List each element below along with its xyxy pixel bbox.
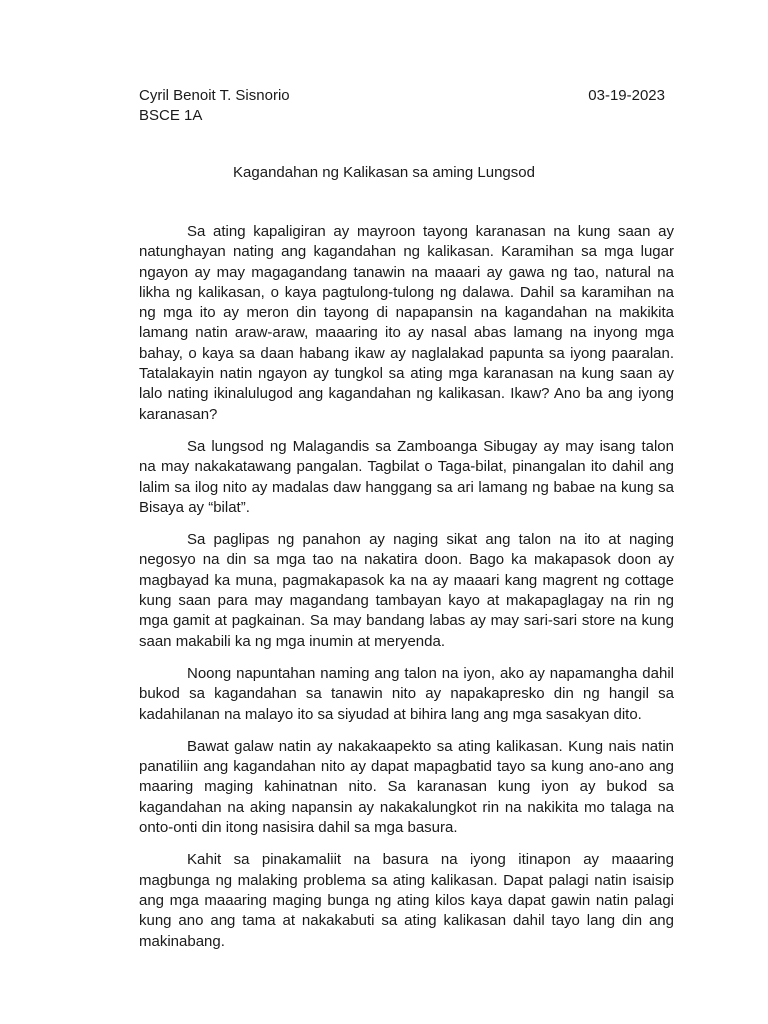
paragraph: Kahit sa pinakamaliit na basura na iyong itinapon ay maaaring magbunga ng malaking problema sa ating kalikasan. Dapat palagi natin isaisip ang mga maaaring maging bunga ng ating kilos kaya dapat gawin natin palagi kung ano ang tama at nakakabuti sa ating kalikasan dahil tayo lang din ang makinabang. (139, 851, 674, 950)
document-body (139, 222, 674, 964)
section-label: BSCE 1A (139, 107, 203, 124)
paragraph: Noong napuntahan naming ang talon na iyon, ako ay napamangha dahil bukod sa kagandahan sa tanawin nito ay napakapresko din ng hangil sa kadahilanan na malayo ito sa siyudad at bihira lang ang mga sasakyan dito. (139, 664, 674, 723)
document-header (139, 86, 669, 126)
header-row (139, 86, 669, 106)
paragraph: Sa ating kapaligiran ay mayroon tayong karanasan na kung saan ay natunghayan nating ang kagandahan ng kalikasan. Karamihan sa mga lugar ngayon ay may magagandang tanawin na maaari ay gawa ng tao, natural na likha ng kalikasan, o kaya pagtulong-tulong ng dalawa. Dahil sa karamihan na ng mga ito ay meron din tayong di napapansin na kagandahan na makikita lamang natin araw-araw, maaaring ito ay nasal abas lamang na inyong mga bahay, o kaya sa daan habang ikaw ay naglalakad papunta sa iyong paaralan. Tatalakayin natin ngayon ay tungkol sa ating mga karanasan na kung saan ay lalo nating ikinalulugod ang kagandahan ng kalikasan. Ikaw? Ano ba ang iyong karanasan? (139, 223, 674, 423)
paragraph: Sa paglipas ng panahon ay naging sikat ang talon na ito at naging negosyo na din sa mga tao na nakatira doon. Bago ka makapasok doon ay magbayad ka muna, pagmakapasok ka na ay maaari kang magrent ng cottage kung saan para may magandang tambayan kayo at makapaglagay na rin ng mga gamit at pagkainan. Sa may bandang labas ay may sari-sari store na kung saan makabili ka ng mga inumin at meryenda. (139, 531, 674, 650)
document-title: Kagandahan ng Kalikasan sa aming Lungsod (233, 164, 535, 181)
document-date: 03-19-2023 (588, 87, 665, 104)
paragraph: Bawat galaw natin ay nakakaapekto sa ating kalikasan. Kung nais natin panatiliin ang kagandahan nito ay dapat mapagbatid tayo sa kung ano-ano ang maaring maging kahinatnan nito. Sa karanasan kung iyon ay bukod sa kagandahan na aking napansin ay nakakalungkot rin na nakikita mo talaga na onto-onti din itong nasisira dahil sa mga basura. (139, 737, 674, 837)
author-name: Cyril Benoit T. Sisnorio (139, 87, 290, 104)
paragraph: Sa lungsod ng Malagandis sa Zamboanga Sibugay ay may isang talon na may nakakatawang pangalan. Tagbilat o Taga-bilat, pinangalan ito dahil ang lalim sa ilog nito ay madalas daw hanggang sa ari lamang ng babae na kung sa Bisaya ay “bilat”. (139, 437, 674, 516)
